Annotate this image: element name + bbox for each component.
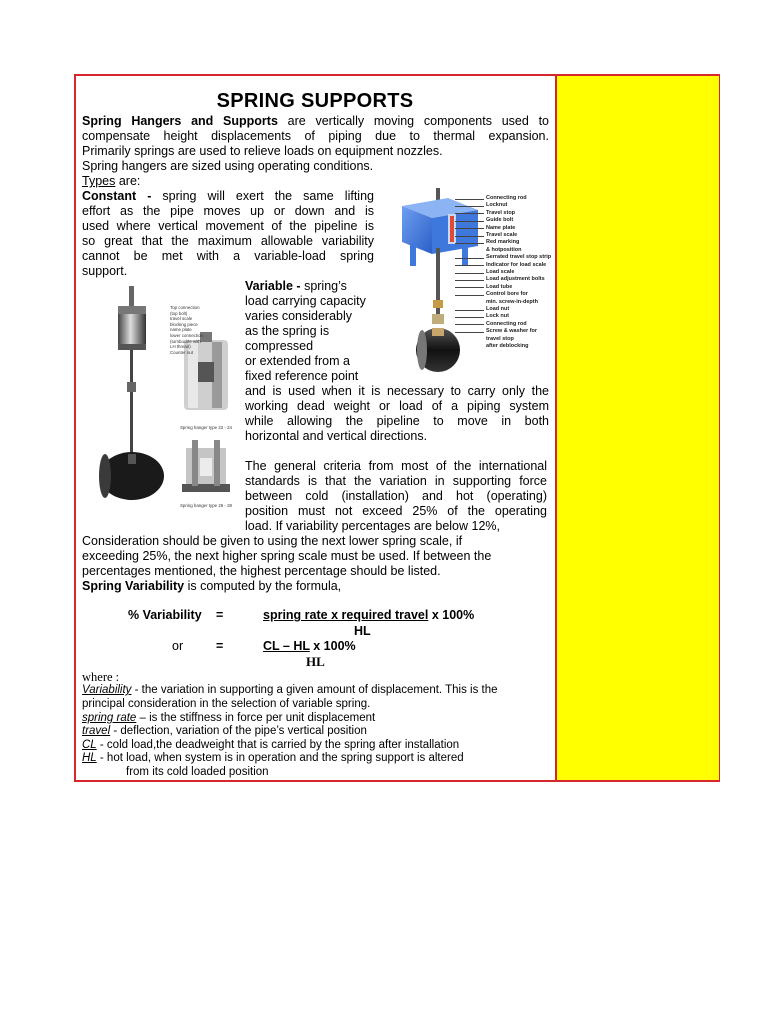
caption-type-22-24: Spring hanger type 22 - 24 xyxy=(180,425,232,430)
formula-or: or xyxy=(172,639,184,653)
types-label: Types xyxy=(82,174,116,188)
constant-hanger-label: Connecting rod xyxy=(486,195,527,201)
def-hot-load-line-2: from its cold loaded position xyxy=(126,766,269,778)
intro-line-1-rest: are vertically moving components used to xyxy=(287,114,549,128)
types-rest: are: xyxy=(115,174,141,188)
variable-line-6: or extended from a xyxy=(245,354,350,368)
constant-hanger-label: Travel stop xyxy=(486,209,516,216)
formula-tail-2: x 100% xyxy=(309,639,356,653)
label-leader-line xyxy=(455,265,484,266)
def-spring-rate-text: – is the stiffness in force per unit displacement xyxy=(136,712,376,724)
def-travel-text: - deflection, variation of the pipe’s vertical position xyxy=(110,725,367,737)
constant-line-4: so great that the maximum allowable variability xyxy=(82,234,374,248)
constant-line-3: used where vertical movement of the pipeline is xyxy=(82,219,374,233)
caption-type-26-28: Spring hanger type 26 - 28 xyxy=(180,503,232,508)
spring-variability-line xyxy=(82,579,341,594)
constant-hanger-label: Indicator for load scale xyxy=(486,261,547,268)
label-leader-line xyxy=(455,317,484,318)
variable-line-1-rest: spring’s xyxy=(300,279,347,293)
formula-lhs: % Variability xyxy=(128,608,202,622)
variable-line-4: as the spring is xyxy=(245,324,330,338)
def-hl-term: HL xyxy=(82,752,97,764)
constant-line-1 xyxy=(82,189,374,204)
variable-line-9: working dead weight or load of a piping system xyxy=(245,399,549,413)
intro-line-1 xyxy=(82,114,549,129)
intro-line-4: Spring hangers are sized using operating conditions. xyxy=(82,159,374,173)
label-leader-line xyxy=(455,273,484,274)
label-leader-line xyxy=(455,199,484,200)
def-spring-rate-term: spring rate xyxy=(82,712,137,724)
constant-hanger-label: Locknut xyxy=(486,202,508,209)
formula-numerator-1: spring rate x required travel xyxy=(263,608,429,622)
constant-hanger-label: Guide bolt xyxy=(486,217,514,224)
def-variability-line-1 xyxy=(82,684,498,698)
constant-hanger-label: Load adjustment bolts xyxy=(486,276,545,283)
constant-label: Constant - xyxy=(82,189,152,203)
spring-variability-term: Spring Variability xyxy=(82,579,185,593)
formula-denominator-2: HL xyxy=(306,654,325,669)
label-leader-line xyxy=(455,228,484,229)
constant-hanger-label: Red marking xyxy=(486,239,520,246)
variable-hanger-label: Counter nut xyxy=(170,349,193,355)
def-hot-load-line-1 xyxy=(82,752,464,766)
variable-hanger-label: (turnbuckle with xyxy=(170,338,201,344)
variable-line-2: load carrying capacity xyxy=(245,294,366,308)
intro-line-3: Primarily springs are used to relieve loads on equipment nozzles. xyxy=(82,144,443,158)
constant-line-6: support. xyxy=(82,264,128,278)
formula-row-2 xyxy=(263,639,356,654)
constant-line-5: cannot be met with a variable-load spring xyxy=(82,249,374,263)
spring-hanger-type-26-28-image xyxy=(180,438,234,498)
criteria-line-1: The general criteria from most of the international xyxy=(245,459,547,473)
criteria-line-4: position must not exceed 25% of the operating xyxy=(245,504,547,518)
variable-line-7: fixed reference point xyxy=(245,369,359,383)
variable-hanger-label: travel scale xyxy=(170,316,193,322)
constant-hanger-label: Load nut xyxy=(486,306,510,312)
label-leader-line xyxy=(455,236,484,237)
constant-hanger-label: Control bore for xyxy=(486,291,528,298)
constant-hanger-label: travel stop xyxy=(486,335,514,342)
variable-hanger-label: name plate xyxy=(170,327,192,333)
def-travel xyxy=(82,725,367,739)
variable-label: Variable - xyxy=(245,279,301,293)
constant-hanger-figure xyxy=(398,188,480,378)
criteria-line-3: between cold (installation) and hot (operating) xyxy=(245,489,547,503)
yellow-side-panel xyxy=(555,76,719,780)
label-leader-line xyxy=(455,295,484,296)
page-title: SPRING SUPPORTS xyxy=(216,90,414,112)
variable-line-11: horizontal and vertical directions. xyxy=(245,429,428,443)
constant-hanger-label: min. screw-in-depth xyxy=(486,298,538,305)
constant-hanger-label: Load scale xyxy=(486,269,515,275)
def-travel-term: travel xyxy=(82,725,111,737)
label-leader-line xyxy=(455,221,484,222)
label-leader-line xyxy=(455,324,484,325)
def-cl-term: CL xyxy=(82,739,97,751)
criteria-line-6: Consideration should be given to using the next lower spring scale, if xyxy=(82,534,463,548)
variable-hanger-label: lower connection xyxy=(170,333,203,338)
variable-line-3: varies considerably xyxy=(245,309,352,323)
constant-hanger-label: Load tube xyxy=(486,283,513,290)
formula-tail-1: x 100% xyxy=(428,608,475,622)
label-leader-line xyxy=(455,206,484,207)
label-leader-line xyxy=(455,258,484,259)
def-hl-text: - hot load, when system is in operation and the spring support is altered xyxy=(96,752,464,764)
constant-line-2: effort as the pipe moves up or down and is xyxy=(82,204,374,218)
def-spring-rate xyxy=(82,712,375,726)
formula-row-1 xyxy=(263,608,474,623)
intro-bold-term: Spring Hangers and Supports xyxy=(82,114,278,128)
formula-eq-1: = xyxy=(216,608,224,622)
label-leader-line xyxy=(455,243,484,244)
constant-hanger-label: Lock nut xyxy=(486,313,509,320)
label-leader-line xyxy=(455,332,484,333)
formula-numerator-2: CL – HL xyxy=(263,639,310,653)
formula-denominator-1: HL xyxy=(354,624,371,638)
def-variability-line-2: principal consideration in the selection of variable spring. xyxy=(82,698,371,710)
variable-hanger-label: LH thread) xyxy=(170,344,191,350)
variable-hanger-label: blocking piece xyxy=(170,321,198,327)
def-cl-text: - cold load,the deadweight that is carried by the spring after installation xyxy=(96,739,460,751)
where-label: where : xyxy=(82,670,120,684)
label-leader-line xyxy=(455,213,484,214)
variable-hanger-label: Top connection xyxy=(170,305,200,310)
constant-hanger-label: after deblocking xyxy=(486,343,529,349)
constant-hanger-label: Connecting rod xyxy=(486,320,527,327)
intro-line-2: compensate height displacements of piping due to thermal expansion. xyxy=(82,129,549,143)
spring-variability-rest: is computed by the formula, xyxy=(184,579,342,593)
label-leader-line xyxy=(455,287,484,288)
constant-hanger-label: Name plate xyxy=(486,224,516,231)
criteria-line-7: exceeding 25%, the next higher spring scale must be used. If between the xyxy=(82,549,492,563)
constant-hanger-label: Travel scale xyxy=(486,232,518,238)
label-leader-line xyxy=(455,310,484,311)
label-leader-line xyxy=(455,280,484,281)
types-line xyxy=(82,174,140,189)
constant-line-1-rest: spring will exert the same lifting xyxy=(162,189,374,203)
def-cold-load xyxy=(82,739,459,753)
def-variability-term: Variability xyxy=(82,684,132,696)
variable-hanger-figure xyxy=(92,286,174,506)
def-variability-text: - the variation in supporting a given amount of displacement. This is the xyxy=(131,684,498,696)
criteria-line-8: percentages mentioned, the highest percentage should be listed. xyxy=(82,564,441,578)
variable-line-5: compressed xyxy=(245,339,314,353)
constant-hanger-label: & hotposition xyxy=(486,246,522,253)
formula-eq-2: = xyxy=(216,639,224,653)
constant-hanger-label: Serrated travel stop strip xyxy=(486,254,552,261)
variable-line-1 xyxy=(245,279,347,294)
variable-line-10: while allowing the pipeline to move in both xyxy=(245,414,549,428)
variable-line-8: and is used when it is necessary to carry only the xyxy=(245,384,549,398)
constant-hanger-label: Screw & washer for xyxy=(486,328,538,335)
criteria-line-5: load. If variability percentages are below 12%, xyxy=(245,519,501,533)
criteria-line-2: standards is that the variation in supporting force xyxy=(245,474,547,488)
variable-hanger-label: (top bolt) xyxy=(170,310,188,316)
